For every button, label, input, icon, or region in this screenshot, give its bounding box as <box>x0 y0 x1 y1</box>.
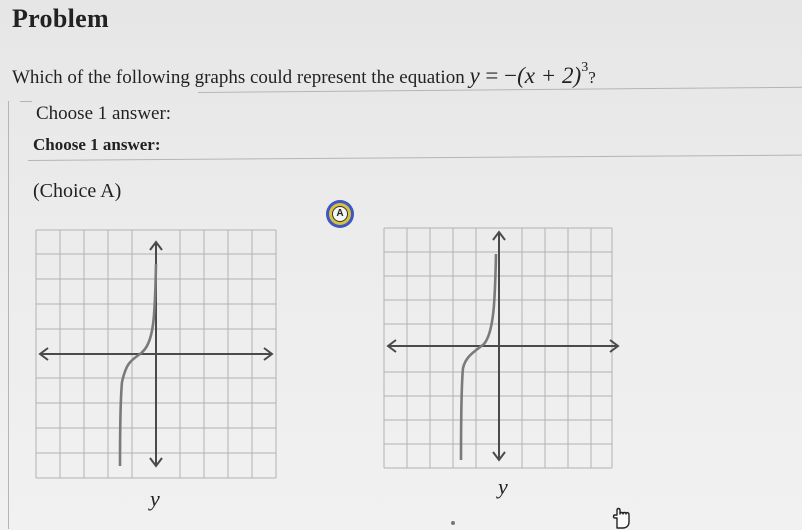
question-mark: ? <box>588 68 596 87</box>
equation-base: (x + 2) <box>517 63 582 88</box>
graph-right-y-label: y <box>498 474 508 499</box>
graph-left <box>36 230 276 478</box>
equation-lhs: y <box>469 63 480 88</box>
graph-right-curve <box>461 254 496 460</box>
equation-negative: − <box>504 63 518 88</box>
question-prefix: Which of the following graphs could represent the equation <box>12 67 465 88</box>
fieldset-border-left <box>8 101 9 529</box>
problem-title: Problem <box>12 4 109 33</box>
equation-equals: = <box>479 63 505 88</box>
answer-legend: Choose 1 answer: <box>36 103 172 124</box>
graph-right-axes <box>388 232 618 460</box>
legend-rule-left <box>20 101 32 102</box>
choice-divider <box>28 155 802 161</box>
question-text <box>12 60 596 89</box>
answer-label: Choose 1 answer: <box>33 135 161 154</box>
equation <box>469 60 589 88</box>
equation-exponent: 3 <box>581 60 589 75</box>
graph-left-curve <box>120 264 156 466</box>
choice-a-badge-letter: A <box>332 206 348 222</box>
graph-right <box>384 228 612 468</box>
indicator-dot <box>451 521 455 525</box>
choice-a-radio[interactable] <box>326 200 354 228</box>
graph-left-y-label: y <box>150 486 160 511</box>
hand-pointer-icon <box>608 506 632 530</box>
choice-a-label[interactable]: (Choice A) <box>33 180 122 202</box>
